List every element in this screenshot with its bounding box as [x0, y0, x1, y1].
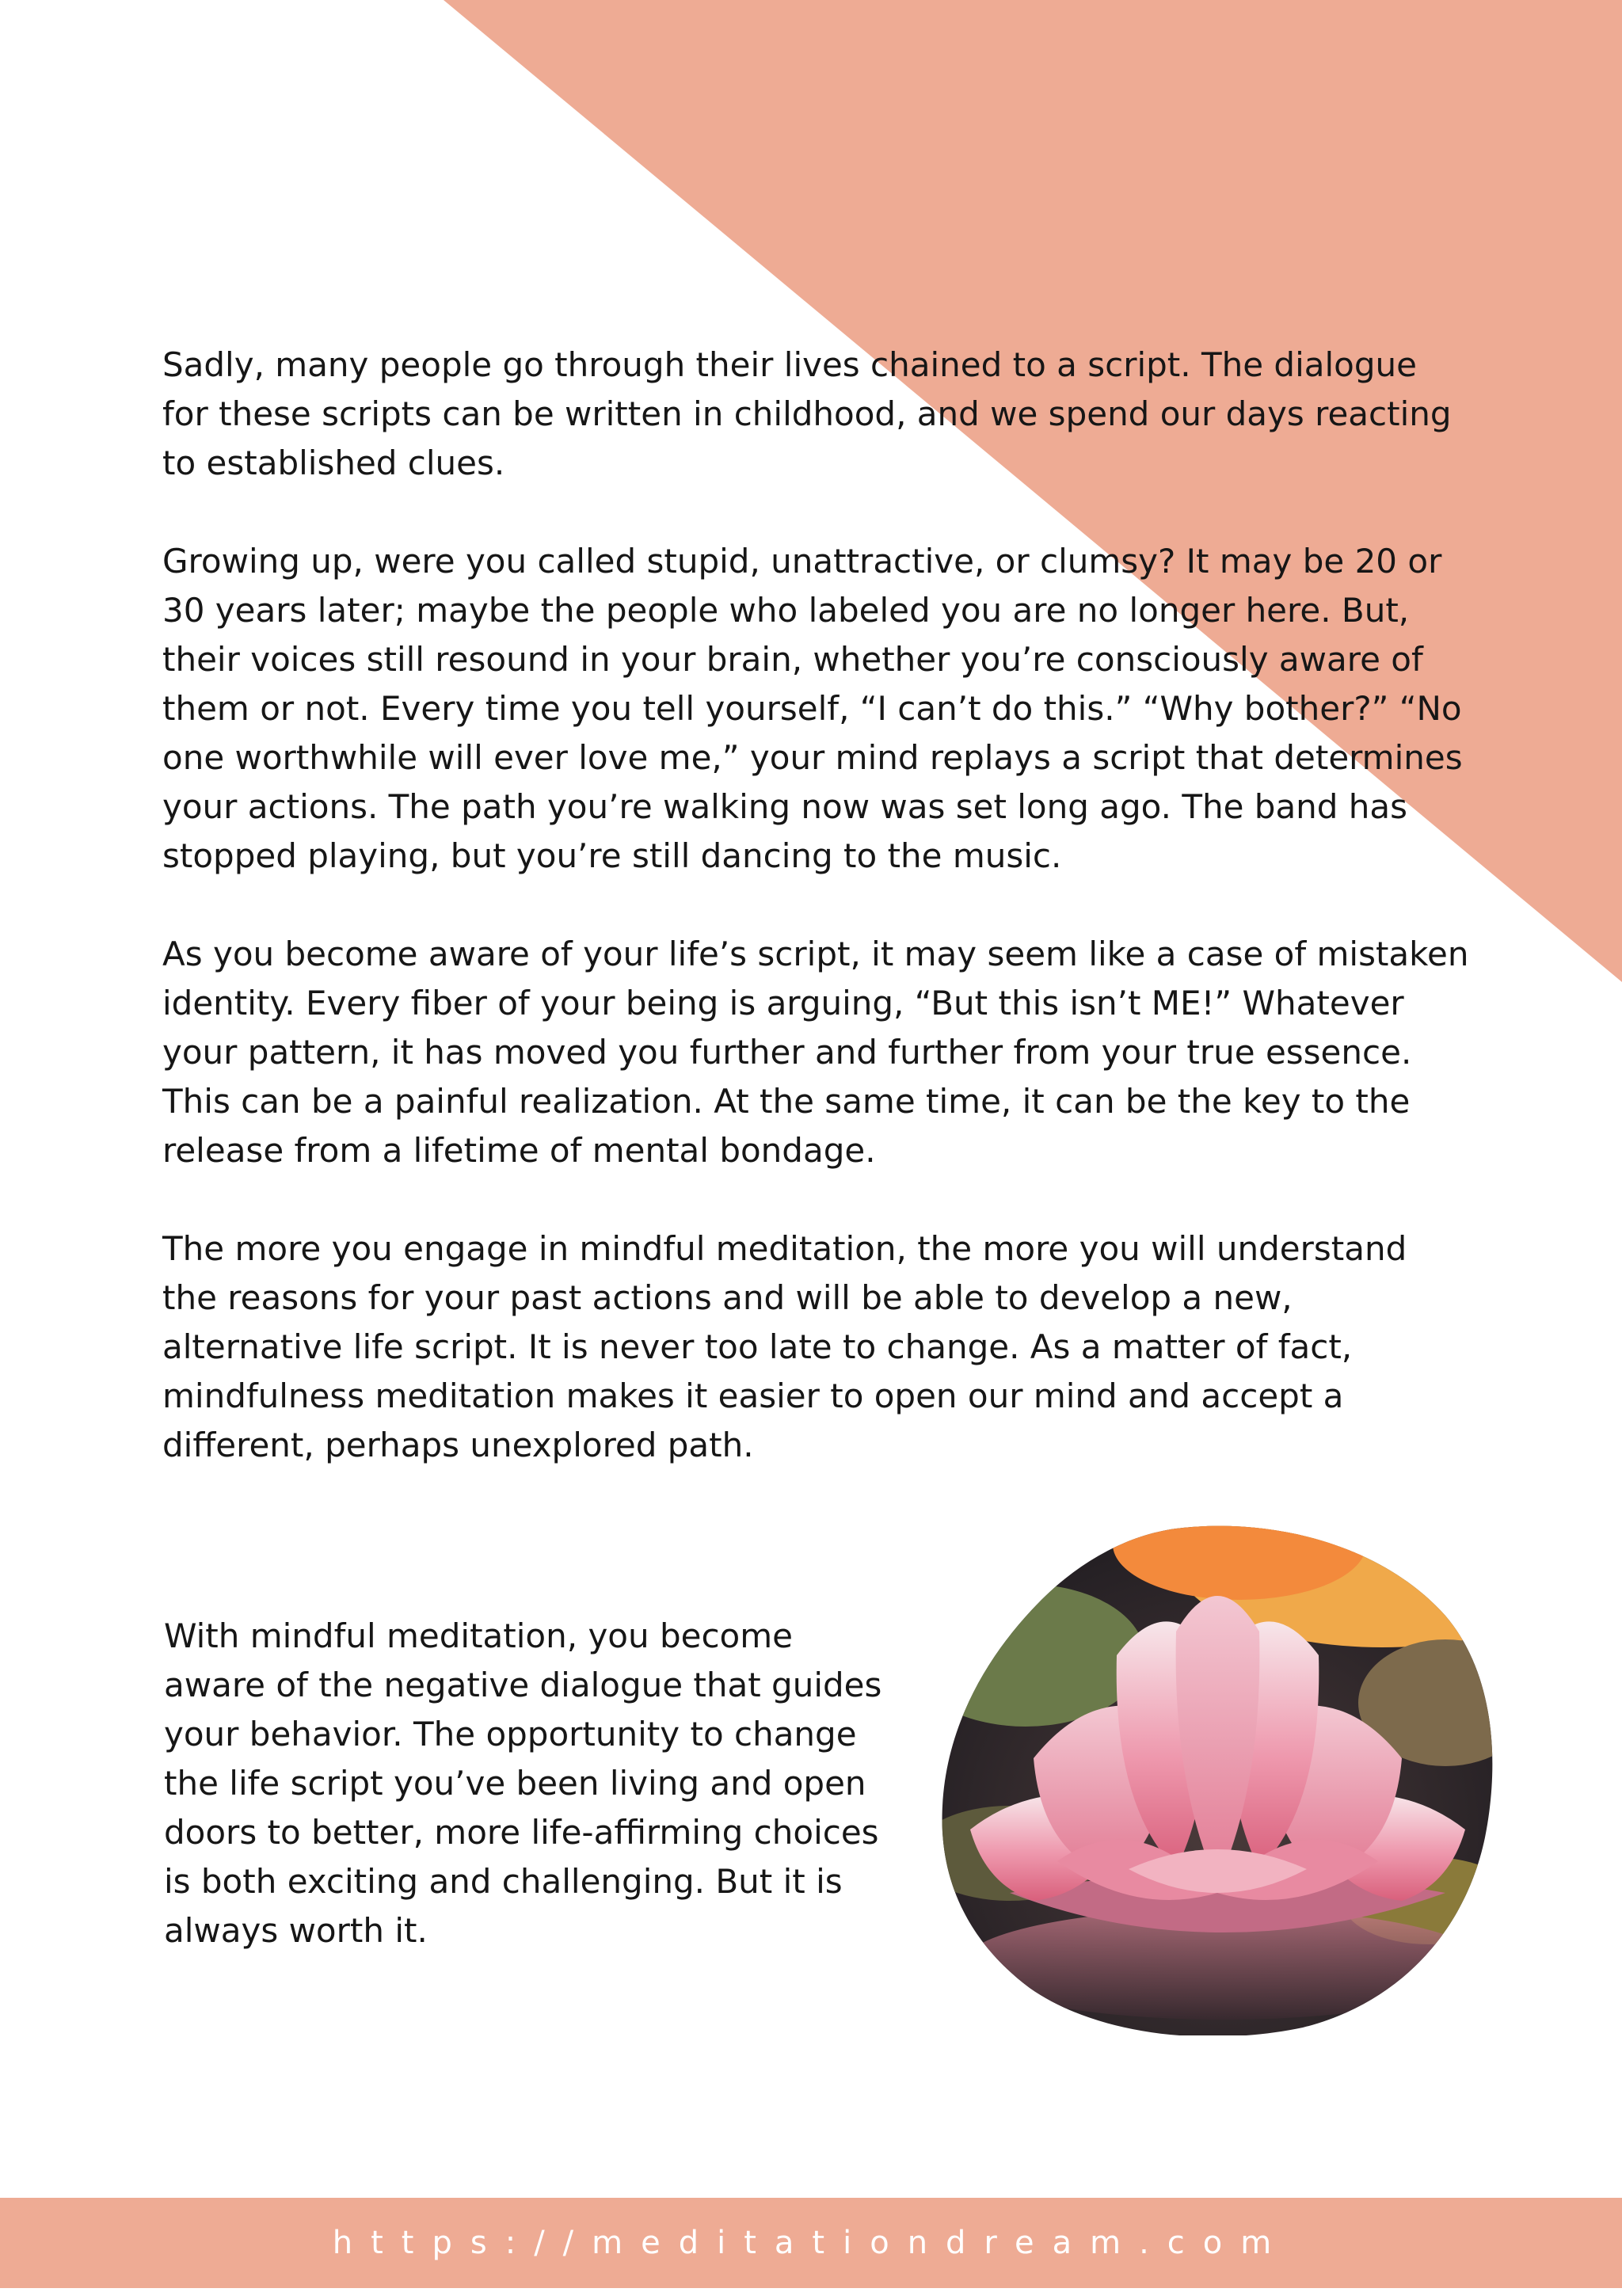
paragraph-mindful-meditation: The more you engage in mindful meditation, the more you will understand the reasons for your past actions and will be able to develop a new, alternative life script. It is never too late to change. As a matter of fact, mindfulness meditation makes it easier to open our mind and accept a different, perhaps unexplored path.: [162, 1229, 1407, 1464]
footer-bar: [0, 2198, 1622, 2288]
paragraph-closing: With mindful meditation, you become aware of the negative dialogue that guides your behavior. The opportunity to change the life script you’ve been living and open doors to better, more life-affirming choices is both exciting and challenging. But it is always worth it.: [164, 1616, 882, 1950]
paragraph-script-intro: Sadly, many people go through their lives chained to a script. The dialogue for these scripts can be written in childhood, and we spend our days reacting to established clues.: [162, 345, 1452, 482]
footer-website-link[interactable]: https://meditationdream.com: [332, 2225, 1290, 2261]
lotus-flower-icon: [939, 1521, 1497, 2035]
article-body: [162, 341, 1469, 1519]
paragraph-growing-up: Growing up, were you called stupid, unattractive, or clumsy? It may be 20 or 30 years later; maybe the people who labeled you are no longer here. But, their voices still resound in your brain, whether you’re consciously aware of them or not. Every time you tell yourself, “I can’t do this.” “Why bother?” “No one worthwhile will ever love me,” your mind replays a script that determines your actions. The path you’re walking now was set long ago. The band has stopped playing, but you’re still dancing to the music.: [162, 542, 1463, 875]
paragraph-mistaken-identity: As you become aware of your life’s script, it may seem like a case of mistaken identity. Every fiber of your being is arguing, “But this isn’t ME!” Whatever your pattern, it has moved you further and further from your true essence. This can be a painful realization. At the same time, it can be the key to the release from a lifetime of mental bondage.: [162, 935, 1469, 1170]
